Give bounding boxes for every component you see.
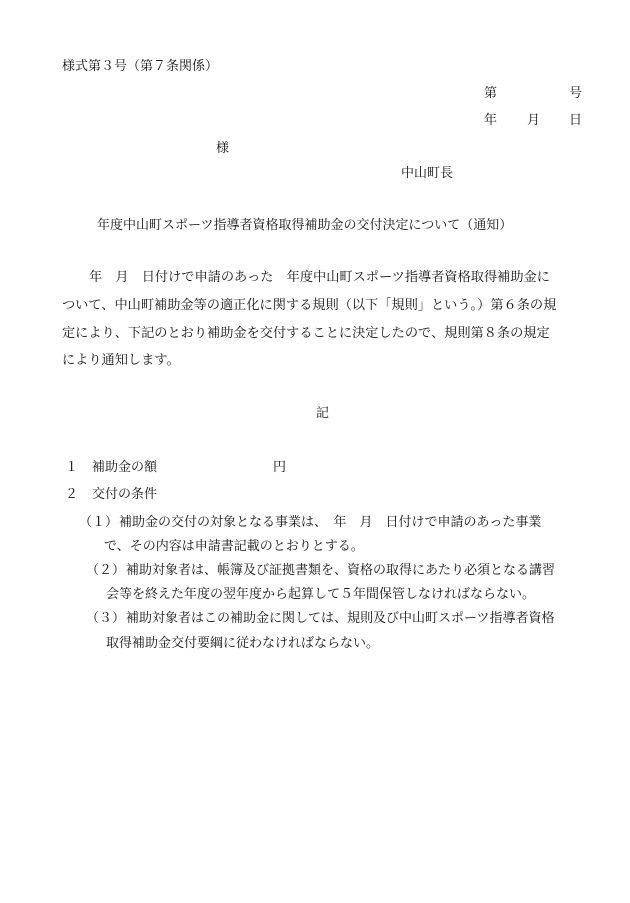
item2-label: 交付の条件 [92,487,158,502]
date-day-label: 日 [569,113,583,128]
condition-2-line1: 補助対象者は、帳簿及び証拠書類を、資格の取得にあたり必須となる講習 [126,563,556,578]
body-line-2: ついて、中山町補助金等の適正化に関する規則（以下「規則」という。）第６条の規 [62,298,557,313]
form-label: 様式第３号（第７条関係） [62,59,219,74]
body-line-3: 定により、下記のとおり補助金を交付することに決定したので、規則第８条の規定 [62,326,550,341]
condition-3-number: （３） [86,611,126,626]
ki-heading: 記 [316,406,330,421]
date-month-label: 月 [527,113,541,128]
condition-2-line2: 会等を終えた年度の翌年度から起算して５年間保管しなければならない。 [106,587,536,602]
issuer-name: 中山町長 [401,166,454,181]
date-year-label: 年 [484,113,498,128]
body-line-1: 年 月 日付けで申請のあった 年度中山町スポーツ指導者資格取得補助金に [89,270,550,285]
doc-number-dai: 第 [484,86,498,101]
condition-1-number: （１） [79,515,119,530]
condition-3-line1: 補助対象者はこの補助金に関しては、規則及び中山町スポーツ指導者資格 [126,611,555,626]
body-line-4: により通知します。 [62,353,180,368]
condition-1-line2: で、その内容は申請書記載のとおりとする。 [104,539,364,554]
item1-unit: 円 [273,460,287,475]
item1-label: 補助金の額 [92,460,158,475]
item1-number: １ [65,460,79,475]
doc-number-go: 号 [569,86,583,101]
notice-title: 年度中山町スポーツ指導者資格取得補助金の交付決定について（通知） [97,218,513,233]
recipient-suffix: 様 [216,141,230,156]
condition-1-line1: 補助金の交付の対象となる事業は、 年 月 日付けで申請のあった事業 [119,515,542,530]
condition-3-line2: 取得補助金交付要綱に従わなければならない。 [106,636,380,651]
item2-number: ２ [65,487,79,502]
condition-2-number: （２） [86,563,126,578]
